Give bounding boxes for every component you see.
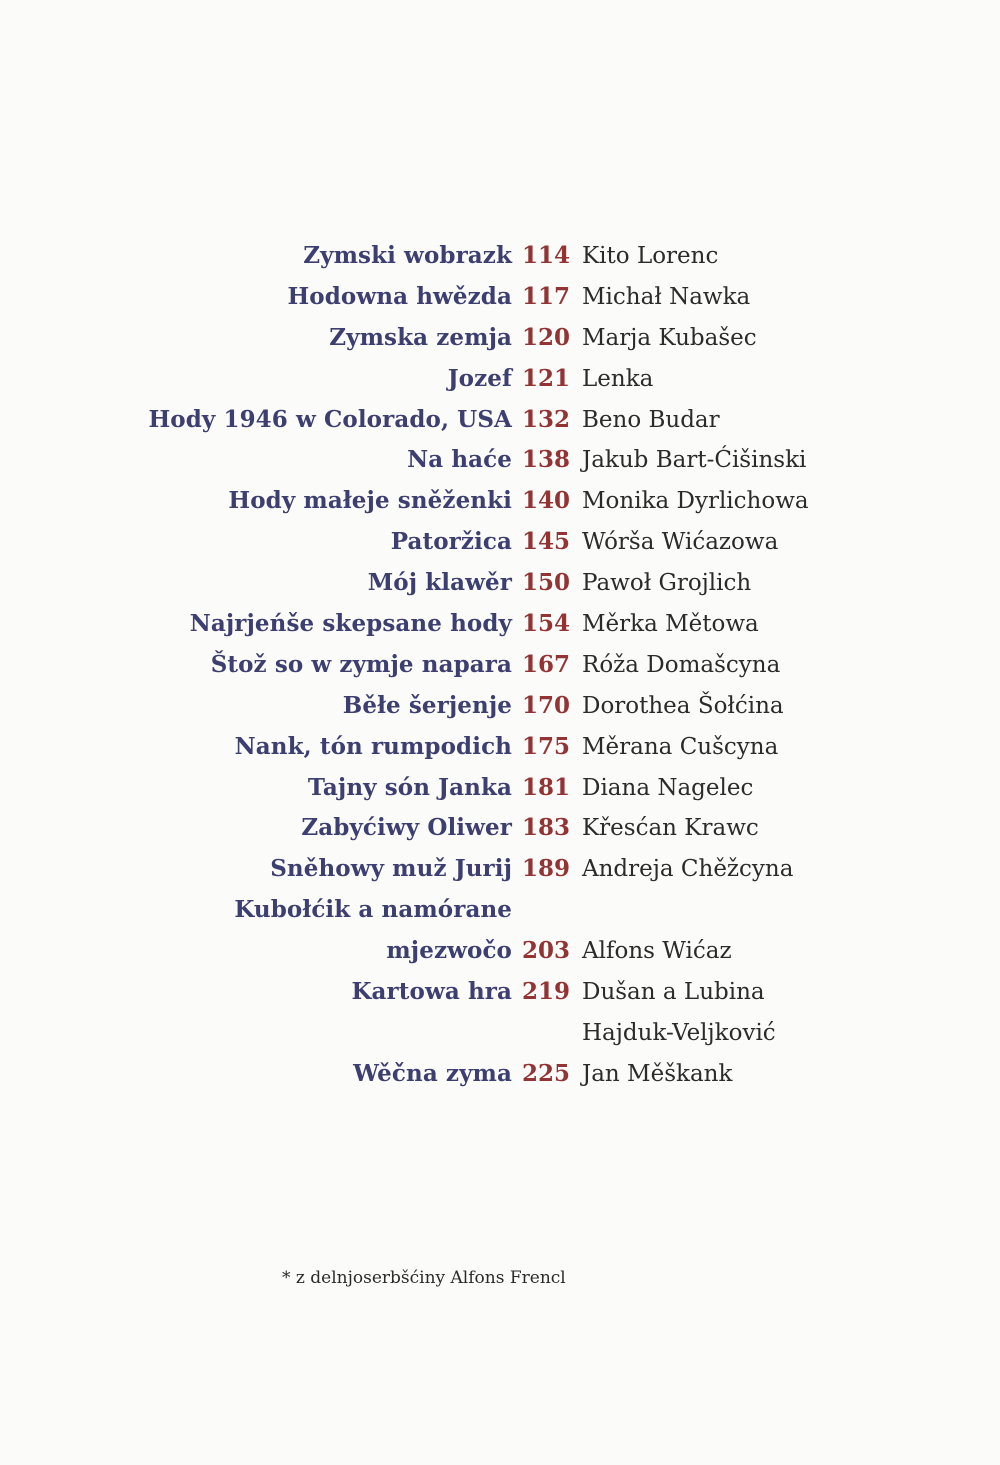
toc-page-number: 167 bbox=[521, 650, 570, 678]
toc-author: Wórša Wićazowa bbox=[582, 529, 779, 556]
toc-author: Jan Měškank bbox=[582, 1060, 733, 1087]
toc-author: Diana Nagelec bbox=[582, 774, 754, 801]
toc-title: Sněhowy muž Jurij bbox=[270, 855, 512, 883]
toc-row bbox=[0, 727, 1000, 768]
toc-page-number: 140 bbox=[521, 487, 570, 515]
toc-row bbox=[0, 400, 1000, 441]
toc-title: Hody 1946 w Colorado, USA bbox=[148, 405, 512, 433]
toc-page-number: 132 bbox=[521, 405, 570, 433]
toc-page-number: 175 bbox=[521, 732, 570, 760]
toc-title: Najrjeńše skepsane hody bbox=[189, 610, 512, 638]
toc-title: Kartowa hra bbox=[351, 978, 512, 1006]
toc-title: Kubołćik a namórane bbox=[234, 896, 512, 924]
toc-author: Měrana Cušcyna bbox=[582, 733, 779, 760]
toc-row bbox=[0, 686, 1000, 727]
footnote: * z delnjoserbšćiny Alfons Frencl bbox=[282, 1268, 566, 1288]
toc-author: Alfons Wićaz bbox=[582, 938, 732, 965]
toc-title: Hodowna hwězda bbox=[287, 282, 512, 310]
toc-row bbox=[0, 1013, 1000, 1054]
toc-page-number: 138 bbox=[521, 446, 570, 474]
toc-row bbox=[0, 236, 1000, 277]
table-of-contents bbox=[0, 236, 1000, 1095]
toc-page-number: 154 bbox=[521, 610, 570, 638]
toc-row bbox=[0, 604, 1000, 645]
toc-title: Mój klawěr bbox=[367, 569, 512, 597]
toc-page-number: 120 bbox=[521, 323, 570, 351]
toc-page-number: 121 bbox=[521, 364, 570, 392]
toc-author: Beno Budar bbox=[582, 406, 720, 433]
toc-title: Zymska zemja bbox=[329, 323, 512, 351]
toc-row bbox=[0, 318, 1000, 359]
toc-row bbox=[0, 972, 1000, 1013]
toc-page-number: 145 bbox=[521, 528, 570, 556]
toc-title: Patoržica bbox=[390, 528, 512, 556]
toc-row bbox=[0, 277, 1000, 318]
toc-page-number: 114 bbox=[521, 242, 570, 269]
toc-author: Michał Nawka bbox=[582, 283, 751, 310]
toc-author: Hajduk-Veljković bbox=[582, 1019, 776, 1046]
toc-author: Pawoł Grojlich bbox=[582, 570, 752, 597]
toc-page-number: 181 bbox=[521, 773, 570, 801]
toc-author: Křesćan Krawc bbox=[582, 815, 759, 842]
toc-author: Jakub Bart-Ćišinski bbox=[582, 447, 807, 474]
toc-row bbox=[0, 808, 1000, 849]
toc-page-number: 219 bbox=[521, 978, 570, 1006]
toc-row bbox=[0, 645, 1000, 686]
toc-title: Běłe šerjenje bbox=[342, 691, 512, 719]
toc-author: Marja Kubašec bbox=[582, 324, 757, 351]
toc-author: Monika Dyrlichowa bbox=[582, 488, 809, 515]
toc-title: Nank, tón rumpodich bbox=[234, 732, 512, 760]
toc-author: Róža Domašcyna bbox=[582, 651, 781, 678]
toc-title: Hody małeje sněženki bbox=[228, 487, 512, 515]
toc-row bbox=[0, 849, 1000, 890]
toc-title: Tajny són Janka bbox=[307, 773, 512, 801]
toc-row bbox=[0, 931, 1000, 972]
toc-author: Andreja Chěžcyna bbox=[582, 856, 794, 883]
toc-row bbox=[0, 563, 1000, 604]
toc-author: Kito Lorenc bbox=[582, 243, 719, 269]
toc-author: Lenka bbox=[582, 365, 654, 392]
toc-author: Dušan a Lubina bbox=[582, 979, 765, 1006]
toc-title: Štož so w zymje napara bbox=[210, 650, 512, 678]
toc-author: Měrka Mětowa bbox=[582, 611, 759, 638]
toc-row bbox=[0, 481, 1000, 522]
toc-page-number: 225 bbox=[521, 1059, 570, 1087]
toc-author: Dorothea Šołćina bbox=[582, 692, 784, 719]
toc-page-number: 203 bbox=[521, 937, 570, 965]
toc-page-number: 189 bbox=[521, 855, 570, 883]
toc-title: Wěčna zyma bbox=[353, 1059, 512, 1087]
toc-page-number: 170 bbox=[521, 691, 570, 719]
toc-row bbox=[0, 440, 1000, 481]
toc-title: Jozef bbox=[447, 364, 512, 392]
toc-row bbox=[0, 359, 1000, 400]
toc-title: Zabyćiwy Oliwer bbox=[301, 814, 512, 842]
toc-row bbox=[0, 522, 1000, 563]
toc-row bbox=[0, 768, 1000, 809]
toc-title: Zymski wobrazk bbox=[303, 242, 512, 269]
toc-row bbox=[0, 1054, 1000, 1095]
toc-title: Na haće bbox=[407, 446, 512, 474]
toc-title: mjezwočo bbox=[386, 937, 512, 965]
toc-page-number: 150 bbox=[521, 569, 570, 597]
toc-page-number: 117 bbox=[521, 282, 570, 310]
toc-page-number: 183 bbox=[521, 814, 570, 842]
toc-row bbox=[0, 890, 1000, 931]
